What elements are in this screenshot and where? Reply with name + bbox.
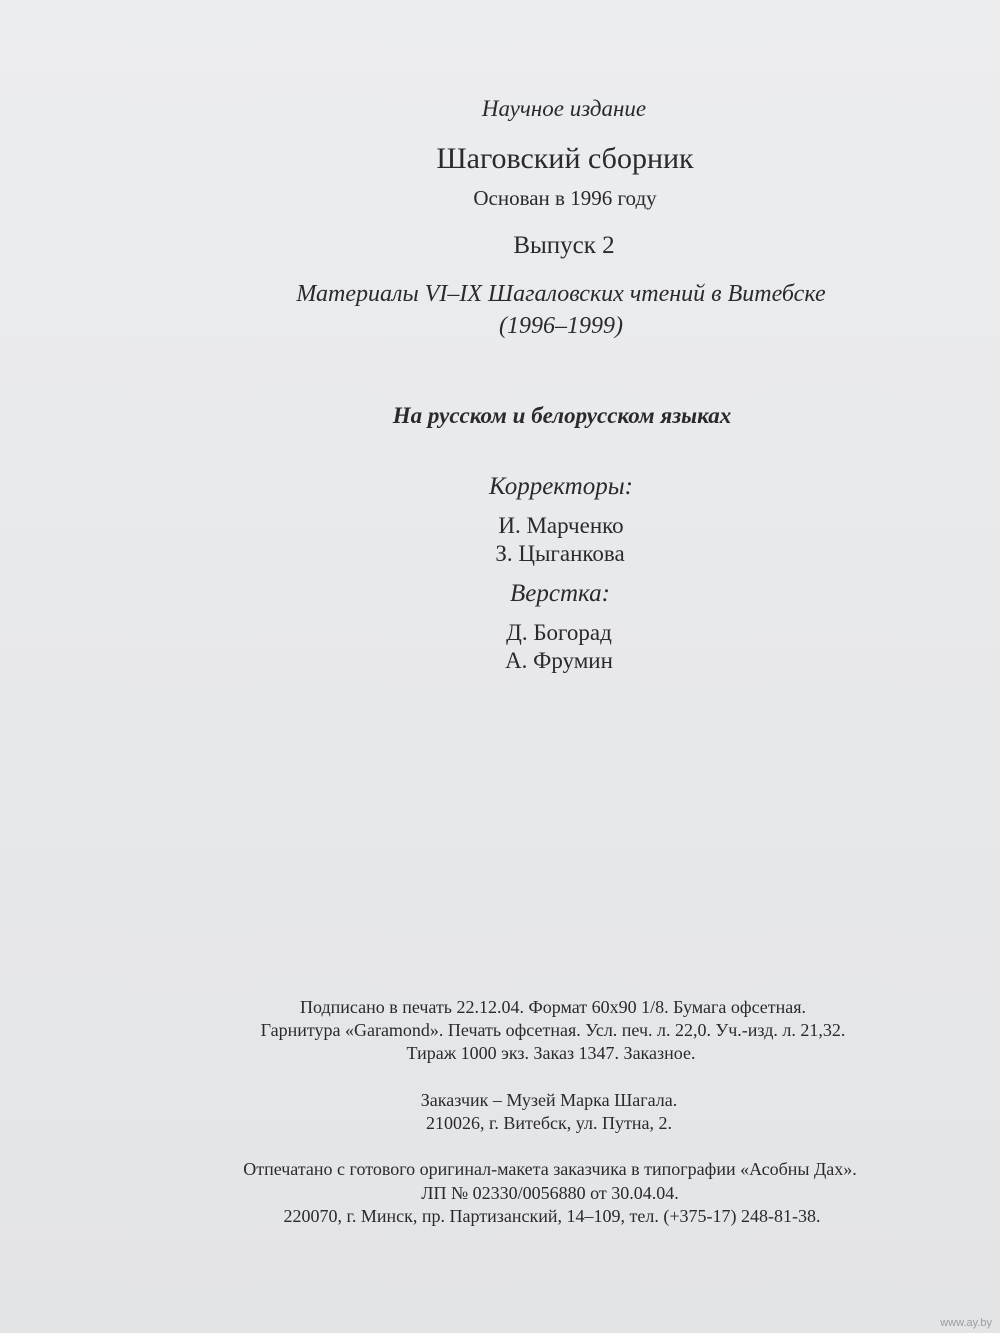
imprint-line: 210026, г. Витебск, ул. Путна, 2.: [426, 1113, 672, 1133]
imprint-line: Гарнитура «Garamond». Печать офсетная. Усл. печ. л. 22,0. Уч.-изд. л. 21,32.: [260, 1020, 846, 1040]
imprint-line: Заказчик – Музей Марка Шагала.: [420, 1090, 678, 1110]
languages-note: На русском и белорусском языках: [392, 403, 732, 428]
edition-type: Научное издание: [481, 96, 647, 121]
site-watermark: www.ay.by: [940, 1317, 992, 1329]
book-title: Шаговский сборник: [436, 142, 694, 175]
imprint-line: Тираж 1000 экз. Заказ 1347. Заказное.: [406, 1043, 696, 1063]
imprint-line: ЛП № 02330/0056880 от 30.04.04.: [421, 1183, 679, 1203]
proofreader-name: З. Цыганкова: [495, 541, 625, 566]
founded-year: Основан в 1996 году: [473, 186, 657, 210]
imprint-line: 220070, г. Минск, пр. Партизанский, 14–109, тел. (+375-17) 248-81-38.: [283, 1206, 821, 1226]
materials-subtitle: Материалы VI–IX Шагаловских чтений в Витебске: [296, 281, 826, 307]
issue-number: Выпуск 2: [513, 232, 615, 259]
imprint-line: Отпечатано с готового оригинал-макета заказчика в типографии «Асобны Дах».: [243, 1159, 857, 1179]
proofreaders-label: Корректоры:: [489, 473, 633, 500]
materials-years: (1996–1999): [499, 313, 623, 339]
layout-artist-name: А. Фрумин: [505, 648, 613, 673]
proofreader-name: И. Марченко: [498, 513, 624, 538]
layout-artist-name: Д. Богорад: [506, 620, 612, 645]
imprint-line: Подписано в печать 22.12.04. Формат 60х90 1/8. Бумага офсетная.: [299, 997, 807, 1017]
layout-label: Верстка:: [510, 580, 610, 607]
